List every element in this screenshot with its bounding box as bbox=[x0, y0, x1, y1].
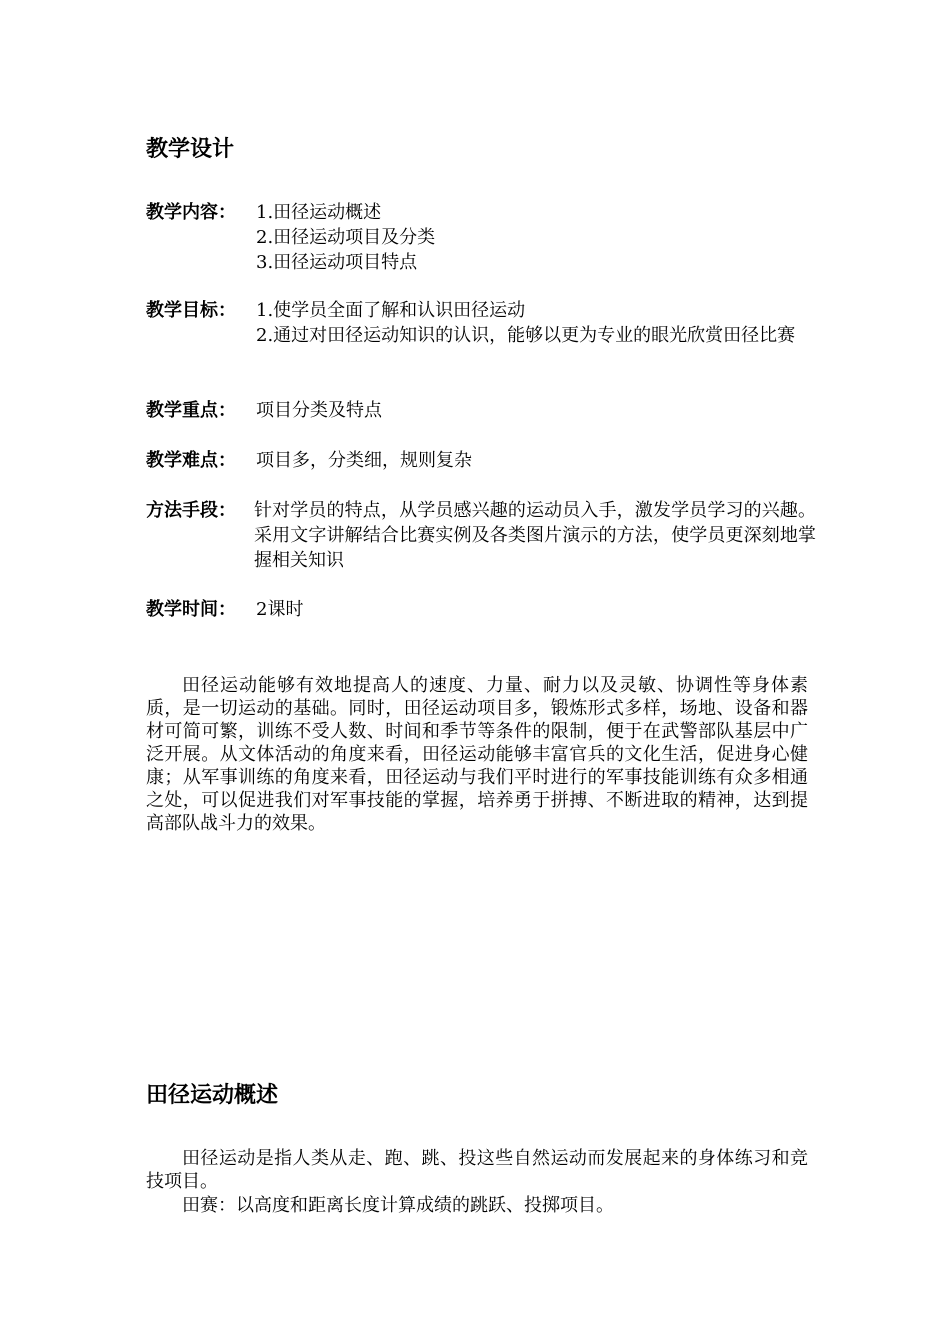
teaching-objectives-row bbox=[146, 298, 816, 348]
section-title-teaching-design: 教学设计 bbox=[146, 137, 235, 162]
field-events-paragraph: 田赛：以高度和距离长度计算成绩的跳跃、投掷项目。 bbox=[182, 1195, 614, 1216]
teaching-content-item: 3.田径运动项目特点 bbox=[256, 252, 418, 273]
intro-paragraph: 田径运动能够有效地提高人的速度、力量、耐力以及灵敏、协调性等身体素质，是一切运动的基础。同时，田径运动项目多，锻炼形式多样，场地、设备和器材可简可繁，训练不受人数、时间和季节等条件的限制，便于在武警部队基层中广泛开展。从文体活动的角度来看，田径运动能够丰富官兵的文化生活，促进身心健康；从军事训练的角度来看，田径运动与我们平时进行的军事技能训练有众多相通之处，可以促进我们对军事技能的掌握，培养勇于拼搏、不断进取的精神，达到提高部队战斗力的效果。 bbox=[146, 675, 808, 834]
teaching-time-text: 2课时 bbox=[256, 599, 304, 620]
methods-text: 针对学员的特点，从学员感兴趣的运动员入手，激发学员学习的兴趣。采用文字讲解结合比赛实例及各类图片演示的方法，使学员更深刻地掌握相关知识 bbox=[254, 500, 816, 571]
section-title-overview: 田径运动概述 bbox=[146, 1083, 279, 1108]
teaching-objective-item: 2.通过对田径运动知识的认识，能够以更为专业的眼光欣赏田径比赛 bbox=[256, 325, 796, 346]
key-points-label: 教学重点： bbox=[146, 400, 236, 421]
teaching-content-item: 2.田径运动项目及分类 bbox=[256, 227, 436, 248]
methods-row bbox=[146, 498, 816, 573]
difficulties-text: 项目多，分类细，规则复杂 bbox=[256, 450, 472, 471]
methods-label: 方法手段： bbox=[146, 500, 236, 521]
difficulties-label: 教学难点： bbox=[146, 450, 236, 471]
overview-paragraph: 田径运动是指人类从走、跑、跳、投这些自然运动而发展起来的身体练习和竞技项目。 bbox=[146, 1148, 808, 1192]
difficulties-row bbox=[146, 448, 816, 473]
teaching-objectives-list bbox=[256, 298, 816, 348]
teaching-content-row bbox=[146, 200, 816, 275]
teaching-time-row bbox=[146, 597, 816, 622]
teaching-content-label: 教学内容： bbox=[146, 202, 236, 223]
teaching-objectives-label: 教学目标： bbox=[146, 300, 236, 321]
teaching-content-list bbox=[256, 200, 816, 275]
teaching-content-item: 1.田径运动概述 bbox=[256, 202, 382, 223]
teaching-objective-item: 1.使学员全面了解和认识田径运动 bbox=[256, 300, 526, 321]
key-points-text: 项目分类及特点 bbox=[256, 400, 382, 421]
key-points-row bbox=[146, 398, 816, 423]
teaching-time-label: 教学时间： bbox=[146, 599, 236, 620]
